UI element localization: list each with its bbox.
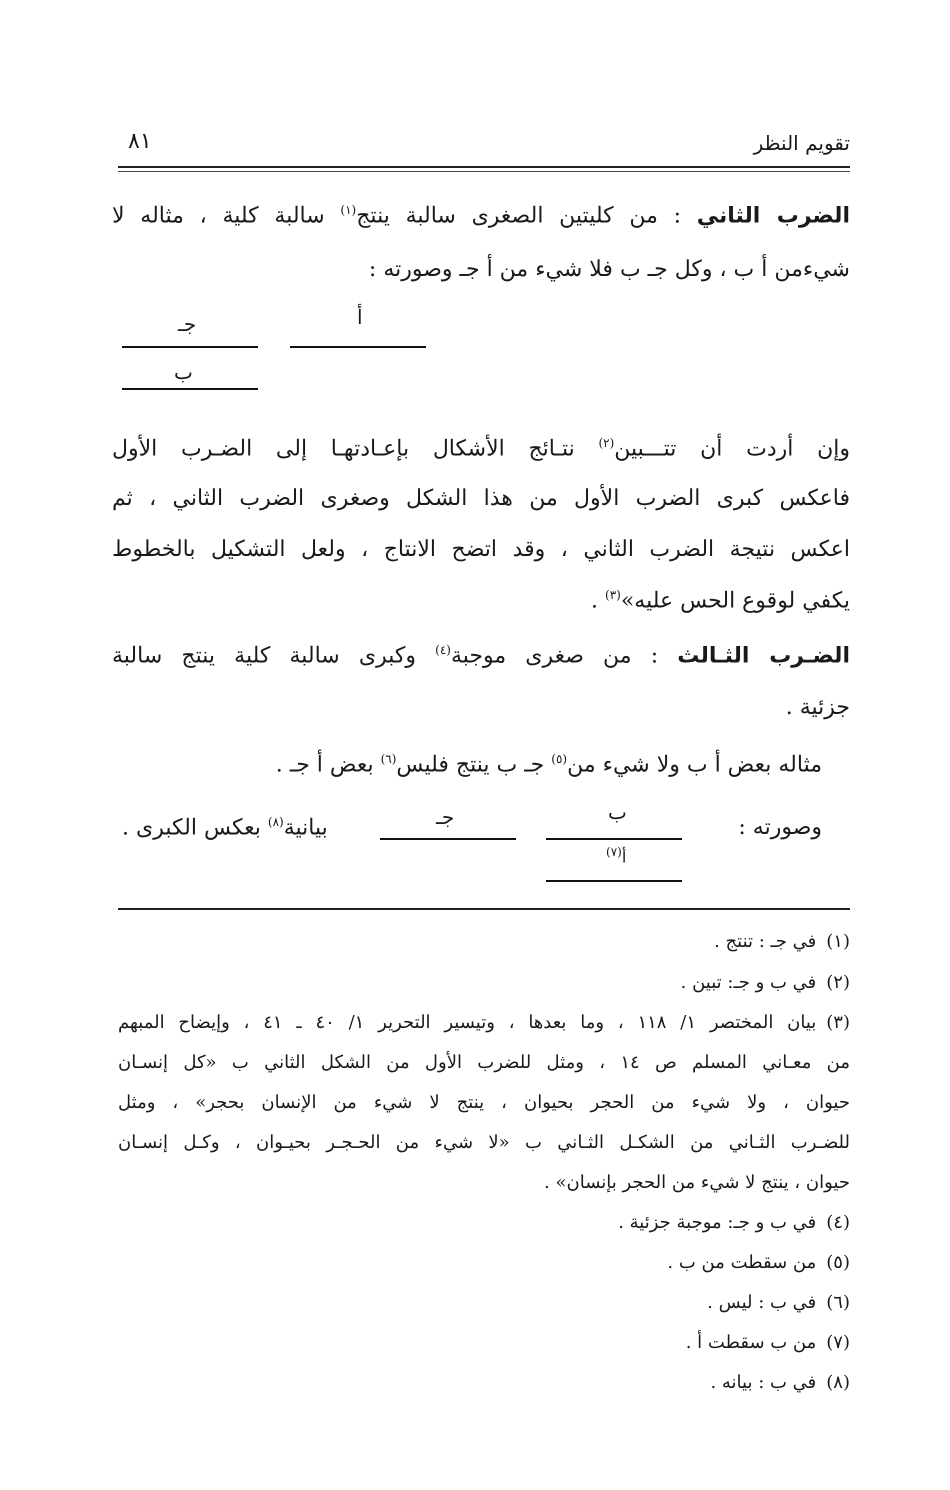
header-rule-thin bbox=[118, 171, 850, 172]
section-heading-third-mood: الضـرب الثـالث bbox=[677, 643, 850, 669]
footnote-1: (١)في جـ : تنتج . bbox=[714, 931, 850, 952]
footnote-rule bbox=[118, 908, 850, 910]
footnote-ref-8: (٨) bbox=[267, 815, 284, 829]
footnote-ref-2: (٢) bbox=[598, 436, 615, 450]
footnote-6: (٦)في ب : ليس . bbox=[707, 1292, 850, 1313]
body-line-1: الضرب الثاني : من كليتين الصغرى سالبة ينتج$^{(١)}$ سالبة كلية ، مثاله لا bbox=[112, 203, 850, 229]
footnote-ref-4: (٤) bbox=[435, 643, 451, 657]
diagram2-line-b bbox=[546, 838, 682, 840]
footnote-3-line-3: حيوان ، ولا شيء من الحجر بحيوان ، ينتج لا شيء من الإنسان بحجر» ، ومثل bbox=[118, 1092, 850, 1113]
diagram1-line-j bbox=[122, 346, 258, 348]
diagram2-label-j: جـ bbox=[436, 805, 455, 829]
footnote-ref-6: (٦) bbox=[380, 752, 397, 766]
diagram2-line-a bbox=[546, 880, 682, 882]
running-title: تقويم النظر bbox=[753, 131, 850, 155]
body-line-4: فاعكس كبرى الضرب الأول من هذا الشكل وصغرى الضرب الثاني ، ثم bbox=[112, 486, 850, 511]
diagram2-line-j bbox=[380, 838, 516, 840]
footnote-ref-3: (٣) bbox=[605, 588, 621, 602]
diagram2-label-a: أ$^{(٧)}$ bbox=[606, 845, 627, 867]
diagram2-label-b: ب bbox=[608, 800, 627, 824]
diagram1-label-j: جـ bbox=[178, 312, 197, 336]
footnote-7: (٧)من ب سقطت أ . bbox=[685, 1332, 850, 1353]
body-line-6: يكفي لوقوع الحس عليه»$^{(٣)}$ . bbox=[591, 588, 850, 614]
diagram1-line-b bbox=[122, 388, 258, 390]
footnote-ref-7: (٧) bbox=[606, 845, 622, 859]
footnote-3: (٣)بيان المختصر ١/ ١١٨ ، وما بعدها ، وتيسير التحرير ١/ ٤٠ ـ ٤١ ، وإيضاح المبهم bbox=[118, 1012, 850, 1033]
page-number: ٨١ bbox=[128, 129, 152, 154]
footnote-5: (٥)من سقطت من ب . bbox=[667, 1252, 850, 1273]
diagram1-label-a: أ bbox=[357, 305, 363, 329]
body-line-2: شيءمن أ ب ، وكل جـ ب فلا شيء من أ جـ وصورته : bbox=[368, 257, 850, 282]
body-line-10-start: وصورته : bbox=[738, 815, 822, 840]
footnote-ref-5: (٥) bbox=[551, 752, 568, 766]
header-rule bbox=[118, 166, 850, 168]
footnote-3-line-5: حيوان ، ينتج لا شيء من الحجر بإنسان» . bbox=[544, 1172, 850, 1193]
body-line-3: وإن أردت أن تتـــبين$^{(٢)}$ نتـائج الأشكال بإعـادتهـا إلى الضـرب الأول bbox=[112, 436, 850, 462]
body-line-7: الضـرب الثـالث : من صغرى موجبة$^{(٤)}$ وكبرى سالبة كلية ينتج سالبة bbox=[112, 643, 850, 669]
body-line-5: اعكس نتيجة الضرب الثاني ، وقد اتضح الانتاج ، ولعل التشكيل بالخطوط bbox=[112, 537, 850, 562]
body-line-9: مثاله بعض أ ب ولا شيء من$^{(٥)}$ جـ ب ينتج فليس$^{(٦)}$ بعض أ جـ . bbox=[275, 752, 822, 778]
body-line-10-end: بيانية$^{(٨)}$ بعكس الكبرى . bbox=[122, 815, 328, 841]
section-heading-second-mood: الضرب الثاني bbox=[696, 203, 850, 229]
diagram1-line-a bbox=[290, 346, 426, 348]
footnote-3-line-2: من معـاني المسلم ص ١٤ ، ومثل للضرب الأول من الشكل الثاني ب «كل إنسـان bbox=[118, 1052, 850, 1073]
diagram1-label-b: ب bbox=[174, 360, 193, 384]
footnote-2: (٢)في ب و جـ: تبين . bbox=[680, 972, 850, 993]
footnote-ref-1: (١) bbox=[340, 203, 357, 217]
footnote-4: (٤)في ب و جـ: موجبة جزئية . bbox=[618, 1212, 850, 1233]
body-line-8: جزئية . bbox=[785, 695, 850, 720]
footnote-3-line-4: للضـرب الثـاني من الشكـل الثـاني ب «لا شيء من الحـجـر بحيـوان ، وكـل إنسـان bbox=[118, 1132, 850, 1153]
footnote-8: (٨)في ب : بيانه . bbox=[710, 1372, 850, 1393]
